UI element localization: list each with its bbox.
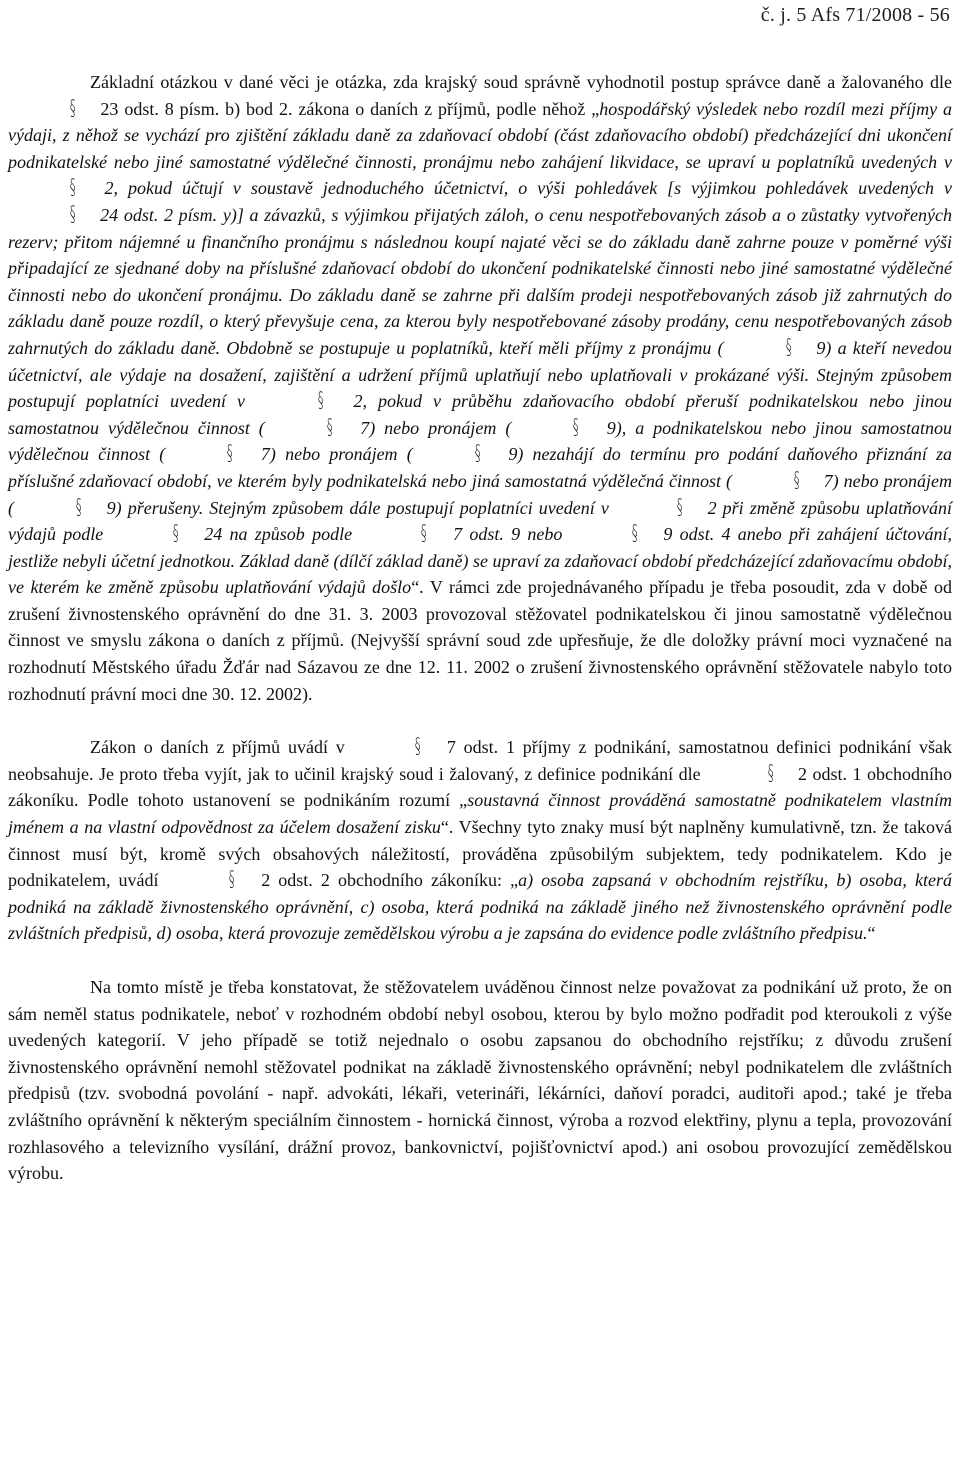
quoted-statute-text: 24 odst. 2 písm. y)] a závazků, s výjimkou přijatých záloh, o cenu nespotřebovaných zásob a o zůstatky vytvořených rezerv; přitom nájemné u finančního pronájmu s následnou koupí najaté věci se do základu daně zahrne pouze v poměrné výši připadající ze sjednané doby na příslušné zdaňovací období do ukončení podnikatelské činnosti nebo jiné samostatné výdělečné činnosti nebo do ukončení pronájmu. Do základu daně se zahrne při dalším prodeji nespotřebovaných zásob již zahrnutých do základu daně pouze rozdíl, o který převyšuje cena, za kterou byly nespotřebované zásoby prodány, cenu nespotřebovaných zásob zahrnutých do základu daně. Obdobně se postupuje u poplatníků, kteří měli příjmy z pronájmu ( xyxy=(8,204,952,358)
section-symbol: § xyxy=(172,521,179,546)
section-symbol: § xyxy=(793,467,800,492)
quoted-statute-text: 9) a kteří nevedou účetnictví, ale výdaje na dosažení, zajištění a udržení příjmů uplatňují nebo uplatňovali v prokázané výši. Stejným způsobem postupují poplatníci uvedení v xyxy=(8,337,952,412)
section-symbol: § xyxy=(317,388,324,413)
text-segment: 7 odst. 1 příjmy z podnikání, samostatnou definici podnikání však neobsahuje. Je proto třeba vyjít, jak to učinil krajský soud i žalovaný, z definice podnikání dle xyxy=(8,737,952,784)
section-symbol: § xyxy=(785,334,792,359)
section-symbol: § xyxy=(69,175,76,200)
quoted-statute-text: 2, pokud v průběhu zdaňovacího období přeruší podnikatelskou nebo jinou samostatnou výdělečnou činnost ( xyxy=(8,391,952,438)
quoted-statute-text: hospodářský výsledek nebo rozdíl mezi příjmy a výdaji, z něhož se vychází pro zjištění základu daně za zdaňovací období (část zdaňovacího období) předcházející dni ukončení podnikatelské nebo jiné samostatné výdělečné činnosti, pronájmu nebo zahájení likvidace, se upraví u poplatníků uvedených v xyxy=(8,98,952,172)
section-symbol: § xyxy=(69,95,76,120)
quoted-statute-text: a) osoba zapsaná v obchodním rejstříku, b) osoba, která podniká na základě živnostenského oprávnění, c) osoba, která podniká na základě jiného než živnostenského oprávnění podle zvláštních předpisů, d) osoba, která provozuje zemědělskou výrobu a je zapsána do evidence podle zvláštního předpisu. xyxy=(8,870,952,944)
section-symbol: § xyxy=(228,867,235,892)
quoted-statute-text: 9 odst. 4 anebo při zahájení účtování, jestliže nebyli účetní jednotkou. Základ daně (dílčí základ daně) se upraví za zdaňovací období předcházející zdaňovacímu období, ve kterém ke změně způsobu uplatňování výdajů došlo xyxy=(8,524,952,598)
text-segment: 2 odst. 1 obchodního zákoníku. Podle tohoto ustanovení se podnikáním rozumí „ xyxy=(8,763,952,811)
section-symbol: § xyxy=(474,441,481,466)
section-symbol: § xyxy=(69,201,76,226)
quoted-statute-text: 7) nebo pronájem ( xyxy=(351,417,512,438)
quoted-statute-text: 9) přerušeny. Stejným způsobem dále postupují poplatníci uvedení v xyxy=(100,497,615,518)
quoted-statute-text: 7) nebo pronájem ( xyxy=(251,444,413,465)
section-symbol: § xyxy=(573,414,580,439)
section-symbol: § xyxy=(227,441,233,466)
text-segment: 2 odst. 2 obchodního zákoníku: „ xyxy=(253,870,519,891)
quoted-statute-text: 7) nebo pronájem ( xyxy=(8,470,952,518)
paragraph-1 xyxy=(8,69,952,707)
section-symbol: § xyxy=(676,494,683,519)
quoted-statute-text: soustavná činnost prováděná samostatně podnikatelem vlastním jménem a na vlastní odpovědnost za účelem dosažení zisku xyxy=(8,790,952,838)
text-segment: Na tomto místě je třeba konstatovat, že stěžovatelem uváděnou činnost nelze považovat za podnikání už proto, že on sám neměl status podnikatele, neboť v rozhodném období nebyl osobou, kterou by bylo možno podřadit pod kteroukoli z výše uvedených kategorií. V jeho případě se totiž nejednalo o osobu zapsanou do obchodního rejstříku; z důvodu zrušení živnostenského oprávnění nemohl stěžovatel podnikat na základě živnostenského oprávnění; nebyl podnikatelem dle zvláštních předpisů (tzv. svobodná povolání - např. advokáti, lékaři, veterináři, lékárníci, daňoví poradci, auditoři apod.; také je třeba zvláštního oprávnění k některým speciálním činnostem - hornická činnost, výroba a rozvod elektřiny, plynu a tepla, provozování rozhlasového a televizního vysílání, drážní provoz, bankovnictví, pojišťovnictví apod.) ani osobou provozující zemědělskou výrobu. xyxy=(8,977,952,1184)
text-segment: “ xyxy=(867,923,876,944)
quoted-statute-text: 2, pokud účtují v soustavě jednoduchého účetnictví, o výši pohledávek [s výjimkou pohledávek uvedených v xyxy=(94,178,952,199)
section-symbol: § xyxy=(326,414,333,439)
text-segment: Zákon o daních z příjmů uvádí v xyxy=(90,737,353,758)
quoted-statute-text: 9) nezahájí do termínu pro podání daňového přiznání za příslušné zdaňovací období, ve kterém byly podnikatelská nebo jiná samostatná výdělečná činnost ( xyxy=(8,444,952,491)
section-symbol: § xyxy=(75,494,82,519)
section-symbol: § xyxy=(767,760,774,785)
text-segment: “. Všechny tyto znaky musí být naplněny kumulativně, tzn. že taková činnost musí být, kromě svých obsahových náležitostí, prováděna způsobilým subjektem, tedy podnikatelem. Kdo je podnikatelem, uvádí xyxy=(8,817,952,891)
case-number-header: č. j. 5 Afs 71/2008 - 56 xyxy=(760,4,950,26)
text-segment: “. V rámci zde projednávaného případu je třeba posoudit, zda v době od zrušení živnostenského oprávnění do dne 31. 3. 2003 provozoval stěžovatel podnikatelskou či jinou samostatně výdělečnou činnost ve smyslu zákona o daních z příjmů. (Nejvyšší správní soud zde upřesňuje, že dle doložky právní moci vyznačené na rozhodnutí Městského úřadu Žďár nad Sázavou ze dne 12. 11. 2002 o zrušení živnostenského oprávnění stěžovatele nabylo toto rozhodnutí právní moci dne 30. 12. 2002). xyxy=(8,577,952,704)
section-symbol: § xyxy=(414,734,421,759)
section-symbol: § xyxy=(421,521,428,546)
body-text xyxy=(8,69,952,1187)
quoted-statute-text: 7 odst. 9 nebo xyxy=(445,524,570,545)
text-segment: Základní otázkou v dané věci je otázka, zda krajský soud správně vyhodnotil postup správce daně a žalovaného dle xyxy=(90,72,952,92)
quoted-statute-text: 24 na způsob podle xyxy=(197,524,360,545)
quoted-statute-text: 2 při změně způsobu uplatňování výdajů podle xyxy=(8,497,952,545)
paragraph-2 xyxy=(8,734,952,947)
section-symbol: § xyxy=(631,521,638,546)
paragraph-3 xyxy=(8,974,952,1187)
text-segment: 23 odst. 8 písm. b) bod 2. zákona o daních z příjmů, podle něhož „ xyxy=(94,98,600,119)
quoted-statute-text: 9), a podnikatelskou nebo jinou samostatnou výdělečnou činnost ( xyxy=(8,417,952,465)
